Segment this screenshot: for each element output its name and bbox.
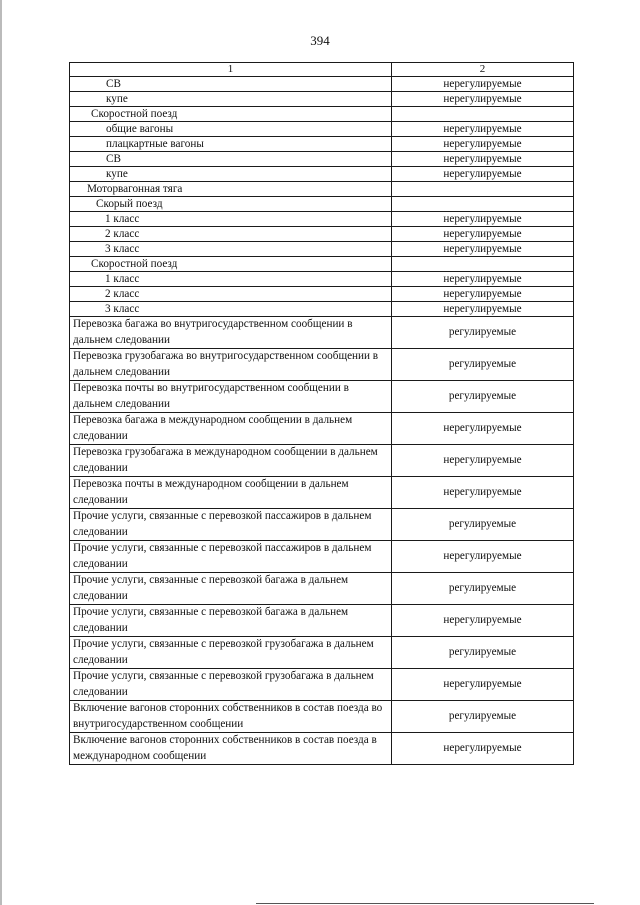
row-value: нерегулируемые (392, 167, 574, 182)
row-value: регулируемые (392, 317, 574, 349)
table-row (70, 349, 574, 381)
scan-edge (0, 0, 2, 905)
row-value: нерегулируемые (392, 137, 574, 152)
row-label: 1 класс (70, 212, 392, 227)
row-value: нерегулируемые (392, 77, 574, 92)
row-value: нерегулируемые (392, 413, 574, 445)
table-row (70, 477, 574, 509)
table-header-row (70, 63, 574, 77)
tariff-table (69, 62, 574, 765)
table-row (70, 605, 574, 637)
table-row (70, 701, 574, 733)
row-label: 1 класс (70, 272, 392, 287)
row-label: Прочие услуги, связанные с перевозкой багажа в дальнем следовании (70, 605, 392, 637)
table-row (70, 381, 574, 413)
row-value: нерегулируемые (392, 212, 574, 227)
table-row (70, 212, 574, 227)
row-label: Включение вагонов сторонних собственников в состав поезда в международном сообщении (70, 733, 392, 765)
table-row (70, 733, 574, 765)
table-row (70, 257, 574, 272)
table-row (70, 287, 574, 302)
row-value: регулируемые (392, 637, 574, 669)
row-value (392, 257, 574, 272)
table-row (70, 302, 574, 317)
header-cell-1: 1 (70, 63, 392, 77)
row-value: регулируемые (392, 509, 574, 541)
table-row (70, 509, 574, 541)
row-value (392, 182, 574, 197)
row-label: купе (70, 167, 392, 182)
row-label: СВ (70, 152, 392, 167)
row-value: нерегулируемые (392, 669, 574, 701)
table-row (70, 92, 574, 107)
table-row (70, 107, 574, 122)
row-value: нерегулируемые (392, 287, 574, 302)
page-number: 394 (310, 33, 330, 48)
row-label: Включение вагонов сторонних собственников в состав поезда во внутригосударственном сообщении (70, 701, 392, 733)
row-label: Прочие услуги, связанные с перевозкой пассажиров в дальнем следовании (70, 541, 392, 573)
table-row (70, 669, 574, 701)
row-value: нерегулируемые (392, 92, 574, 107)
row-value (392, 197, 574, 212)
row-value (392, 107, 574, 122)
row-label: Скорый поезд (70, 197, 392, 212)
row-label: Перевозка почты во внутригосударственном сообщении в дальнем следовании (70, 381, 392, 413)
table-row (70, 317, 574, 349)
table-row (70, 197, 574, 212)
row-label: Перевозка багажа в международном сообщении в дальнем следовании (70, 413, 392, 445)
row-label: Прочие услуги, связанные с перевозкой грузобагажа в дальнем следовании (70, 637, 392, 669)
row-label: общие вагоны (70, 122, 392, 137)
table-row (70, 413, 574, 445)
row-label: Прочие услуги, связанные с перевозкой грузобагажа в дальнем следовании (70, 669, 392, 701)
row-label: Перевозка почты в международном сообщении в дальнем следовании (70, 477, 392, 509)
row-label: Моторвагонная тяга (70, 182, 392, 197)
row-value: нерегулируемые (392, 477, 574, 509)
table-row (70, 122, 574, 137)
row-label: Прочие услуги, связанные с перевозкой багажа в дальнем следовании (70, 573, 392, 605)
row-label: СВ (70, 77, 392, 92)
row-value: нерегулируемые (392, 541, 574, 573)
table-row (70, 242, 574, 257)
row-value: нерегулируемые (392, 152, 574, 167)
row-label: 2 класс (70, 287, 392, 302)
table-row (70, 637, 574, 669)
row-label: 2 класс (70, 227, 392, 242)
row-value: регулируемые (392, 381, 574, 413)
row-value: нерегулируемые (392, 733, 574, 765)
scan-bottom-line (256, 903, 594, 904)
table-row (70, 137, 574, 152)
row-value: регулируемые (392, 349, 574, 381)
row-value: регулируемые (392, 701, 574, 733)
table-row (70, 227, 574, 242)
row-value: нерегулируемые (392, 227, 574, 242)
row-label: Прочие услуги, связанные с перевозкой пассажиров в дальнем следовании (70, 509, 392, 541)
row-label: Перевозка грузобагажа в международном сообщении в дальнем следовании (70, 445, 392, 477)
row-label: Скоростной поезд (70, 107, 392, 122)
row-value: регулируемые (392, 573, 574, 605)
table-row (70, 167, 574, 182)
table-row (70, 541, 574, 573)
row-label: Перевозка грузобагажа во внутригосударственном сообщении в дальнем следовании (70, 349, 392, 381)
table-row (70, 152, 574, 167)
table-row (70, 77, 574, 92)
header-cell-2: 2 (392, 63, 574, 77)
row-label: Скоростной поезд (70, 257, 392, 272)
row-value: нерегулируемые (392, 605, 574, 637)
row-value: нерегулируемые (392, 122, 574, 137)
table-row (70, 573, 574, 605)
row-label: 3 класс (70, 302, 392, 317)
row-value: нерегулируемые (392, 272, 574, 287)
row-label: купе (70, 92, 392, 107)
row-value: нерегулируемые (392, 302, 574, 317)
row-value: нерегулируемые (392, 445, 574, 477)
table-row (70, 445, 574, 477)
table-row (70, 272, 574, 287)
row-label: Перевозка багажа во внутригосударственном сообщении в дальнем следовании (70, 317, 392, 349)
row-label: 3 класс (70, 242, 392, 257)
row-value: нерегулируемые (392, 242, 574, 257)
row-label: плацкартные вагоны (70, 137, 392, 152)
table-row (70, 182, 574, 197)
